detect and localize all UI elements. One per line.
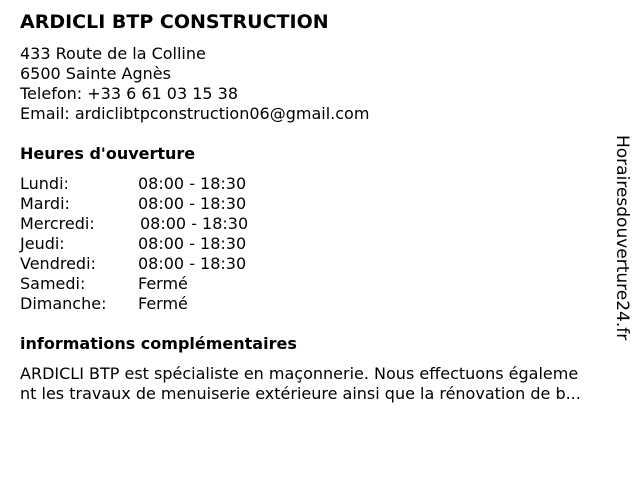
hours-row-jeudi	[20, 234, 610, 254]
hours-row-mercredi	[20, 214, 610, 234]
additional-info-line-2: nt les travaux de menuiserie extérieure ainsi que la rénovation de b...	[20, 384, 581, 403]
opening-hours-table	[20, 174, 610, 314]
hours-row-mardi	[20, 194, 610, 214]
hours-day: Samedi:	[20, 274, 86, 293]
business-name: ARDICLI BTP CONSTRUCTION	[20, 11, 329, 33]
hours-day: Dimanche:	[20, 294, 107, 313]
watermark-text: Horairesdouverture24.fr	[612, 135, 632, 341]
email-address: Email: ardiclibtpconstruction06@gmail.com	[20, 104, 370, 123]
hours-time: 08:00 - 18:30	[138, 254, 247, 273]
hours-row-lundi	[20, 174, 610, 194]
opening-hours-heading: Heures d'ouverture	[20, 144, 196, 163]
hours-time: 08:00 - 18:30	[138, 194, 247, 213]
business-card	[20, 10, 610, 404]
hours-row-dimanche	[20, 294, 610, 314]
hours-time: Fermé	[138, 274, 188, 293]
hours-day: Jeudi:	[20, 234, 65, 253]
hours-row-samedi	[20, 274, 610, 294]
hours-time: 08:00 - 18:30	[138, 234, 247, 253]
hours-time: 08:00 - 18:30	[138, 174, 247, 193]
address-street: 433 Route de la Colline	[20, 44, 206, 63]
hours-day: Vendredi:	[20, 254, 96, 273]
hours-day: Mercredi:	[20, 214, 95, 233]
address-city: 6500 Sainte Agnès	[20, 64, 171, 83]
hours-time: 08:00 - 18:30	[140, 214, 249, 233]
additional-info-text	[20, 364, 628, 404]
hours-time: Fermé	[138, 294, 188, 313]
hours-row-vendredi	[20, 254, 610, 274]
additional-info-heading: informations complémentaires	[20, 334, 297, 353]
hours-day: Lundi:	[20, 174, 69, 193]
contact-block	[20, 44, 610, 124]
additional-info-line-1: ARDICLI BTP est spécialiste en maçonnerie. Nous effectuons égaleme	[20, 364, 579, 383]
phone-number: Telefon: +33 6 61 03 15 38	[20, 84, 239, 103]
hours-day: Mardi:	[20, 194, 70, 213]
